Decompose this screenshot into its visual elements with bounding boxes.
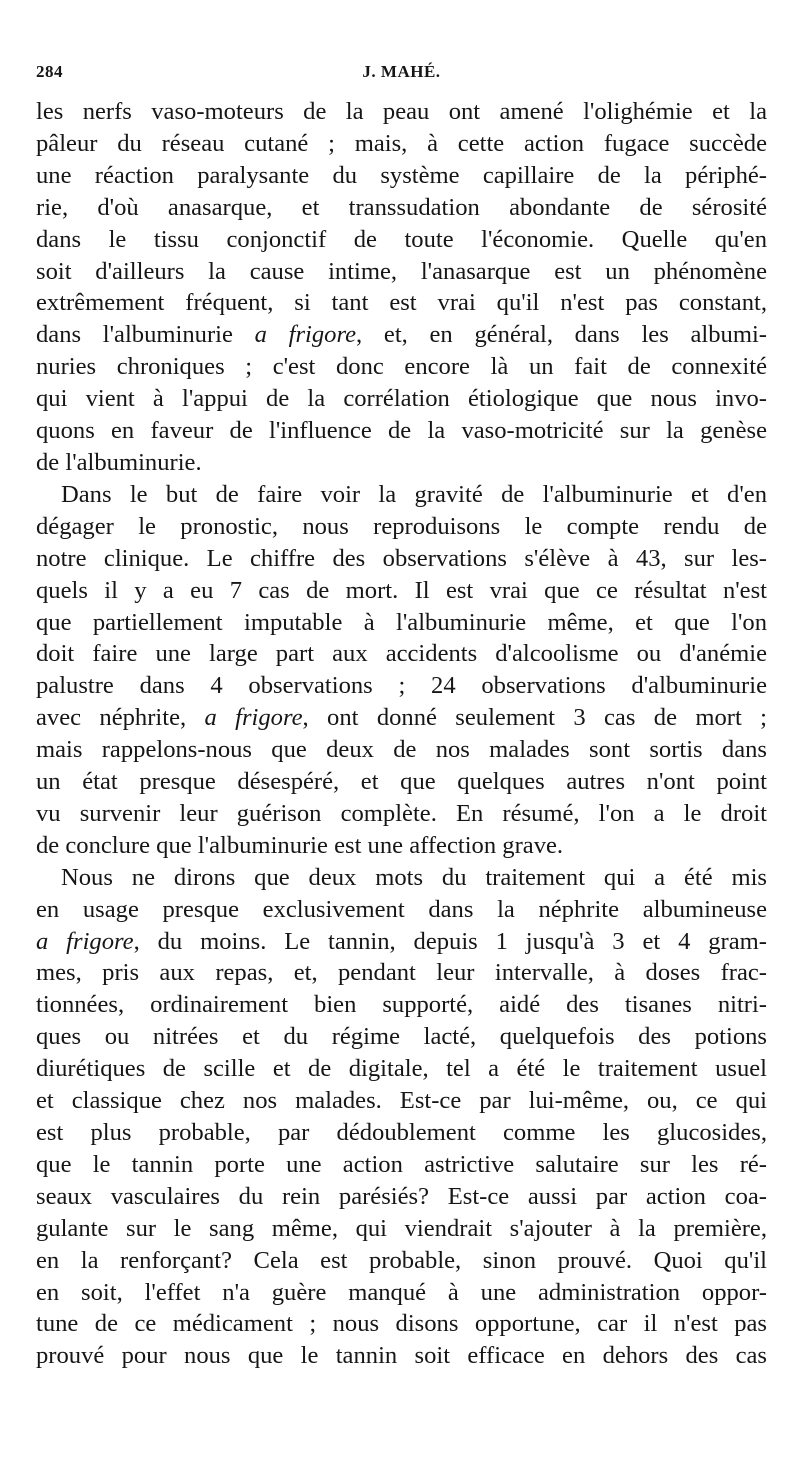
text-line: en usage presque exclusivement dans la néphrite albumineuse	[36, 895, 767, 923]
text-line: quons en faveur de l'influence de la vaso-motricité sur la genèse	[36, 417, 767, 445]
text-line: pâleur du réseau cutané ; mais, à cette action fugace succède	[36, 129, 767, 157]
text-line: doit faire une large part aux accidents d'alcoolisme ou d'anémie	[36, 640, 767, 668]
text-line: est plus probable, par dédoublement comme les glucosides,	[36, 1119, 767, 1146]
text-line: tionnées, ordinairement bien supporté, aidé des tisanes nitri-	[36, 991, 767, 1019]
text-line: notre clinique. Le chiffre des observations s'élève à 43, sur les-	[36, 544, 767, 572]
paragraph-prognosis	[36, 479, 767, 862]
text-line: mes, pris aux repas, et, pendant leur intervalle, à doses frac-	[36, 959, 767, 987]
text-line: avec néphrite, a frigore, ont donné seulement 3 cas de mort ;	[36, 704, 767, 732]
latin-phrase: a frigore	[204, 704, 303, 732]
text-line: Nous ne dirons que deux mots du traitement qui a été mis	[61, 863, 767, 891]
text-line: dans le tissu conjonctif de toute l'économie. Quelle qu'en	[36, 225, 767, 253]
text-line: mais rappelons-nous que deux de nos malades sont sortis dans	[36, 736, 767, 764]
text-line: et classique chez nos malades. Est-ce par lui-même, ou, ce qui	[36, 1087, 767, 1115]
text-line: quels il y a eu 7 cas de mort. Il est vrai que ce résultat n'est	[36, 576, 767, 604]
page-number: 284	[36, 62, 63, 81]
text-line: en soit, l'effet n'a guère manqué à une administration oppor-	[36, 1278, 767, 1306]
text-line: diurétiques de scille et de digitale, tel a été le traitement usuel	[36, 1055, 767, 1083]
text-line: soit d'ailleurs la cause intime, l'anasarque est un phénomène	[36, 257, 767, 285]
running-head-author: J. MAHÉ.	[362, 62, 441, 81]
text-line: prouvé pour nous que le tannin soit efficace en dehors des cas	[36, 1342, 767, 1370]
text-line: nuries chroniques ; c'est donc encore là un fait de connexité	[36, 353, 767, 381]
text-line: gulante sur le sang même, qui viendrait s'ajouter à la première,	[36, 1214, 767, 1242]
text-line: de conclure que l'albuminurie est une affection grave.	[36, 831, 564, 859]
text-line: une réaction paralysante du système capillaire de la périphé-	[36, 161, 767, 189]
latin-phrase: a frigore	[36, 927, 134, 955]
text-line: un état presque désespéré, et que quelques autres n'ont point	[36, 768, 767, 796]
text-line: que le tannin porte une action astrictive salutaire sur les ré-	[36, 1150, 767, 1178]
running-head	[36, 56, 767, 96]
text-line: Dans le but de faire voir la gravité de l'albuminurie et d'en	[61, 480, 767, 508]
text-line: que partiellement imputable à l'albuminurie même, et que l'on	[36, 608, 767, 636]
text-line: vu survenir leur guérison complète. En résumé, l'on a le droit	[36, 799, 767, 827]
text-line: tune de ce médicament ; nous disons opportune, car il n'est pas	[36, 1310, 767, 1338]
text-line: seaux vasculaires du rein parésiés? Est-ce aussi par action coa-	[36, 1182, 767, 1210]
book-page	[36, 56, 767, 1451]
text-line: ques ou nitrées et du régime lacté, quelquefois des potions	[36, 1023, 767, 1051]
text-line: qui vient à l'appui de la corrélation étiologique que nous invo-	[36, 385, 767, 413]
text-line: palustre dans 4 observations ; 24 observations d'albuminurie	[36, 672, 767, 700]
text-line: dans l'albuminurie a frigore, et, en général, dans les albumi-	[36, 321, 767, 349]
body-text	[36, 96, 767, 1372]
text-line: les nerfs vaso-moteurs de la peau ont amené l'olighémie et la	[36, 98, 767, 125]
text-line: de l'albuminurie.	[36, 448, 202, 476]
paragraph-treatment	[36, 862, 767, 1373]
text-line: en la renforçant? Cela est probable, sinon prouvé. Quoi qu'il	[36, 1246, 767, 1274]
text-line: extrêmement fréquent, si tant est vrai qu'il n'est pas constant,	[36, 289, 767, 317]
paragraph-vaso-motricity	[36, 96, 767, 479]
latin-phrase: a frigore	[254, 321, 357, 349]
text-line: rie, d'où anasarque, et transsudation abondante de sérosité	[36, 193, 767, 221]
text-line: a frigore, du moins. Le tannin, depuis 1 jusqu'à 3 et 4 gram-	[36, 927, 767, 955]
text-line: dégager le pronostic, nous reproduisons le compte rendu de	[36, 512, 767, 540]
